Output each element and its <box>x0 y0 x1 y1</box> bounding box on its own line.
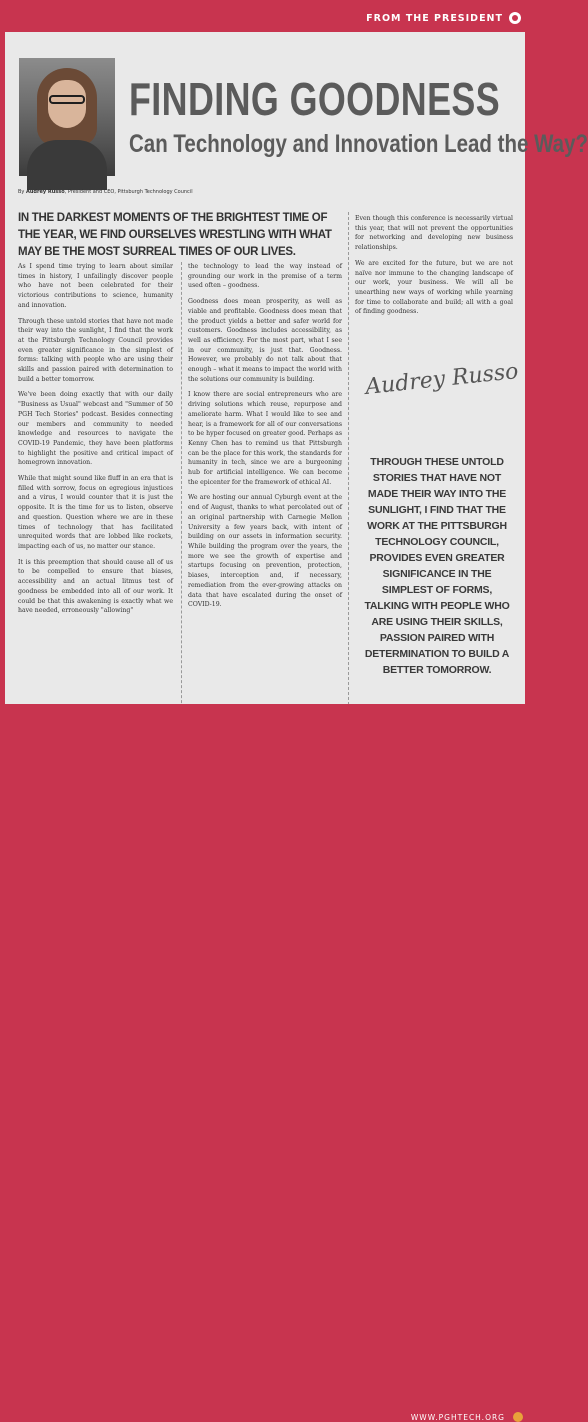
column-divider <box>348 212 349 720</box>
lead-paragraph: IN THE DARKEST MOMENTS OF THE BRIGHTEST TIME OF THE YEAR, WE FIND OURSELVES WRESTLING WITH WHAT MAY BE THE MOST SURREAL TIMES OF OUR LIVES. <box>18 212 332 258</box>
paragraph: We are hosting our annual Cyburgh event at the end of August, thanks to what percolated out of an original partnership with Carnegie Mellon University a few years back, with intent of building on our assets in information security. While building the program over the years, the more we see the growth of expertise and startups focusing on prevention, protection, biases, interception and, if necessary, remediation from the ever-growing attacks on data that have escalated during the onset of COVID-19. <box>188 494 342 609</box>
column-1 <box>18 262 173 622</box>
paragraph: Through these untold stories that have not made their way into the sunlight, I find that the work at the Pittsburgh Technology Council provides even greater significance in the simplest of forms: talking with people who are using their skills and passion paired with determination to build a better tomorrow. <box>18 317 173 383</box>
column-2 <box>188 262 342 616</box>
section-label: FROM THE PRESIDENT <box>366 13 503 24</box>
paragraph: While that might sound like fluff in an era that is filled with sorrow, focus on egregious injustices and a virus, I would counter that it is just the opposite. It is the time for us to listen, observe and question. Question where we are in these times of technology that has facilitated unrequited words that are lobbed like rockets, impacting each of us, no matter our stance. <box>18 475 173 550</box>
paragraph: As I spend time trying to learn about similar times in history, I unfailingly discover people who have not been celebrated for their victorious contributions to science, humanity and innovation. <box>18 263 173 309</box>
byline-role: , President and CEO, Pittsburgh Technology Council <box>64 189 193 195</box>
author-photo <box>19 58 115 176</box>
article-title: FINDING GOODNESS <box>129 73 501 125</box>
website-link[interactable]: WWW.PGHTECH.ORG <box>410 1413 505 1422</box>
paragraph: Goodness does mean prosperity, as well as viable and profitable. Goodness does mean that the product yields a better and safer world for customers. Goodness includes accessibility, as well as efficiency. For the most part, what I see in our community, is just that. Goodness. However, we probably do not talk about that enough – what it means to impact the world with the solutions our community is building. <box>188 298 342 383</box>
paragraph: the technology to lead the way instead of grounding our work in the premise of a term used often – goodness. <box>188 263 342 290</box>
council-logo-icon <box>509 12 521 24</box>
paragraph: We've been doing exactly that with our daily "Business as Usual" webcast and "Summer of 50 PGH Tech Stories" podcast. Besides connecting our members and community to needed knowledge and resources to navigate the COVID-19 Pandemic, they have been platforms to highlight the positive and critical impact of homegrown innovation. <box>18 391 173 467</box>
page-marker-icon <box>513 1412 523 1422</box>
paragraph: We are excited for the future, but we are not naïve nor immune to the changing landscape of our work, your business. We will all be unearthing new ways of working while yearning for time to collaborate and build; all with a goal of finding goodness. <box>355 259 513 316</box>
pull-quote: THROUGH THESE UNTOLD STORIES THAT HAVE NOT MADE THEIR WAY INTO THE SUNLIGHT, I FIND THAT THE WORK AT THE PITTSBURGH TECHNOLOGY COUNCIL, PROVIDES EVEN GREATER SIGNIFICANCE IN THE SIMPLEST OF FORMS, TALKING WITH PEOPLE WHO ARE USING THEIR SKILLS, PASSION PAIRED WITH DETERMINATION TO BUILD A BETTER TOMORROW. <box>364 456 510 676</box>
byline-prefix: By <box>18 189 25 195</box>
bottom-banner <box>0 704 535 1422</box>
paragraph: It is this preemption that should cause all of us to be compelled to ensure that biases, accessibility and an actual litmus test of goodness be embedded into all of our work. It could be that this awakening is exactly what we have needed, erroneously "allowing" <box>18 558 173 615</box>
byline <box>18 189 193 195</box>
column-3 <box>355 214 513 323</box>
column-divider <box>181 262 182 718</box>
paragraph: I know there are social entrepreneurs who are driving solutions which reuse, repurpose and ameliorate harm. What I would like to see and hear, is a framework for all of our conversations to be hyper focused on greater good. Perhaps as Kenny Chen has to remind us that Pittsburgh can be the place for this work, the standards for humanity in tech, since we are a burgeoning hub for artificial intelligence. We can become the epicenter for the framework of ethical AI. <box>188 391 342 486</box>
author-signature: Audrey Russo <box>364 359 520 400</box>
top-banner <box>0 0 535 32</box>
article-page <box>5 32 588 704</box>
byline-name: Audrey Russo <box>25 189 65 195</box>
paragraph: Even though this conference is necessarily virtual this year, that will not prevent the opportunities for networking and developing new business relationships. <box>355 215 513 252</box>
article-subtitle: Can Technology and Innovation Lead the Way? <box>129 130 588 158</box>
